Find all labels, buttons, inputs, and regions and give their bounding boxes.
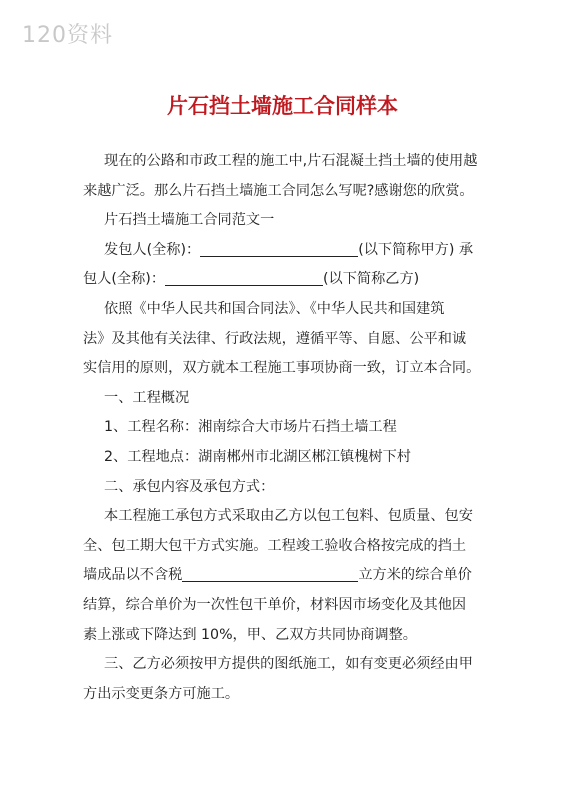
- scope-line-3-post: 立方米的综合单价: [358, 567, 472, 584]
- scope-line-4: 结算，综合单价为一次性包干单价，材料因市场变化及其他因: [83, 596, 467, 613]
- scope-line-5: 素上涨或下降达到 10%，甲、乙双方共同协商调整。: [83, 626, 417, 643]
- party-a-line: [83, 236, 483, 266]
- party-a-blank: [200, 239, 358, 257]
- scope-line-1: 本工程施工承包方式采取由乙方以包工包料、包质量、包安: [104, 508, 473, 525]
- section-1-heading: 一、工程概况: [104, 389, 190, 406]
- intro-line-1: 现在的公路和市政工程的施工中,片石混凝土挡土墙的使用越: [104, 153, 478, 169]
- unit-price-blank: [182, 564, 358, 582]
- law-line-2: 法》及其他有关法律、行政法规，遵循平等、自愿、公平和诚: [83, 330, 467, 347]
- scope-line-3: [83, 561, 483, 591]
- party-a-suffix: (以下简称甲方) 承: [358, 241, 474, 258]
- item-1: 1、工程名称：湘南综合大市场片石挡土墙工程: [104, 419, 397, 436]
- party-b-label: 包人(全称)：: [83, 271, 166, 288]
- party-b-suffix: (以下简称乙方): [323, 271, 420, 288]
- intro-line-2: 来越广泛。那么片石挡土墙施工合同怎么写呢?感谢您的欣赏。: [83, 182, 474, 199]
- party-b-line: [83, 265, 483, 295]
- law-line-3: 实信用的原则，双方就本工程施工事项协商一致，订立本合同。: [83, 360, 481, 377]
- document-title: 片石挡土墙施工合同样本: [167, 94, 398, 118]
- item-2: 2、工程地点：湖南郴州市北湖区郴江镇槐树下村: [104, 448, 411, 465]
- law-line-1: 依照《中华人民共和国合同法》、《中华人民共和国建筑: [104, 300, 445, 317]
- scope-line-3-pre: 墙成品以不含税: [83, 567, 183, 584]
- watermark: 120资料: [22, 23, 113, 48]
- party-b-blank: [165, 268, 323, 286]
- section-3-line-2: 方出示变更条方可施工。: [83, 685, 240, 702]
- section-3-line-1: 三、乙方必须按甲方提供的图纸施工，如有变更必须经由甲: [104, 656, 473, 673]
- scope-line-2: 全、包工期大包干方式实施。工程竣工验收合格按完成的挡土: [83, 537, 467, 554]
- document-body: [83, 147, 483, 709]
- sample-title: 片石挡土墙施工合同范文一: [104, 212, 275, 229]
- party-a-label: 发包人(全称)：: [104, 241, 201, 258]
- section-2-heading: 二、承包内容及承包方式：: [104, 478, 275, 495]
